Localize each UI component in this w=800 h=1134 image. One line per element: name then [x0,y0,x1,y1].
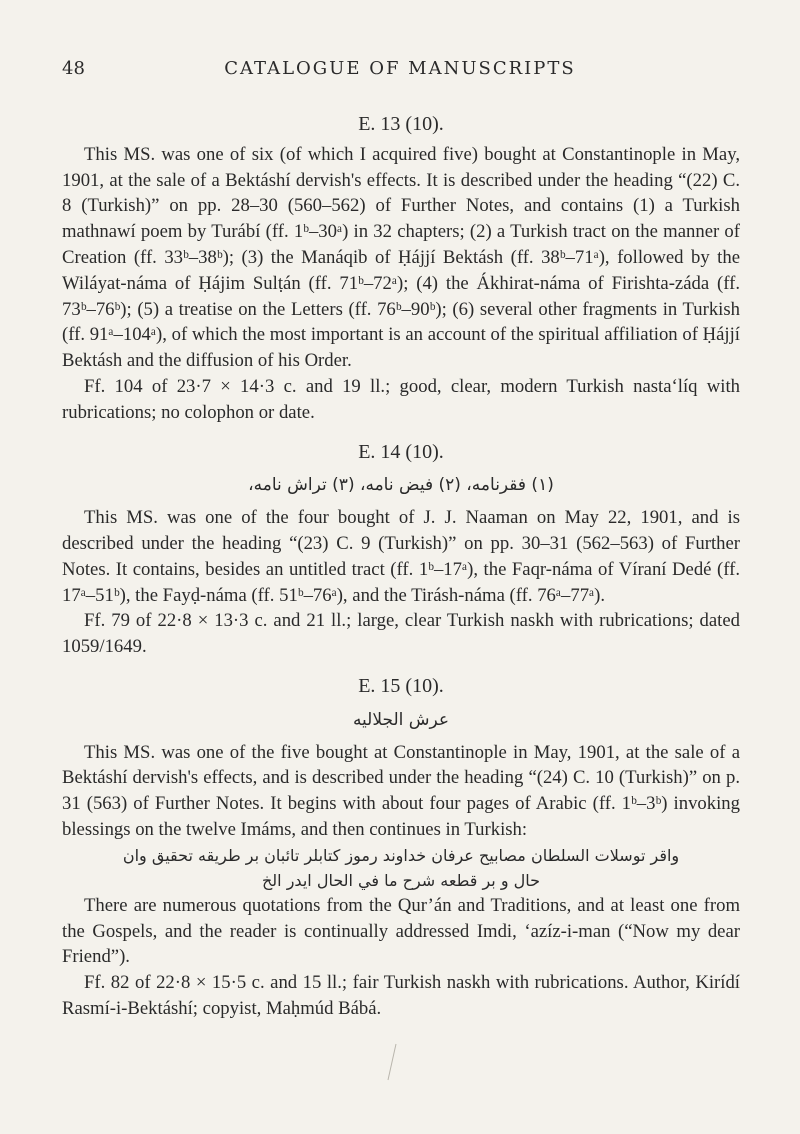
catalogue-content [62,112,740,1022]
entry-description: This MS. was one of six (of which I acquired five) bought at Constantinople in May, 1901, at the sale of a Bektáshí dervish's effects. It is described under the heading “(22) C. 8 (Turkish)” on pp. 28–30 (560–562) of Further Notes, and contains (1) a Turkish mathnawí poem by Turábí (ff. 1ᵇ–30ᵃ) in 32 chapters; (2) a Turkish tract on the manner of Creation (ff. 33ᵇ–38ᵇ); (3) the Manáqib of Ḥájjí Bektásh (ff. 38ᵇ–71ᵃ), followed by the Wiláyat-náma of Ḥájim Sulṭán (ff. 71ᵇ–72ᵃ); (4) the Ákhirat-náma of Firishta-záda (ff. 73ᵇ–76ᵇ); (5) a treatise on the Letters (ff. 76ᵇ–90ᵇ); (6) several other fragments in Turkish (ff. 91ᵃ–104ᵃ), of which the most important is an account of the spiritual affiliation of Ḥájjí Bektásh and the diffusion of his Order. [62,143,740,372]
entry-e14 [62,440,740,660]
entry-physical-description: Ff. 79 of 22·8 × 13·3 c. and 21 ll.; large, clear Turkish naskh with rubrications; dated 1059/1649. [62,610,740,658]
entry-heading: E. 13 (10). [358,113,444,135]
entry-e15 [62,674,740,1022]
arabic-quotation-line: حال و بر قطعه شرح ما في الحال ايدر الخ [261,870,541,890]
page-number: 48 [62,58,85,79]
pencil-mark [386,1042,398,1082]
entry-heading: E. 15 (10). [358,674,444,697]
entry-description: This MS. was one of the four bought of J. J. Naaman on May 22, 1901, and is described under the heading “(23) C. 9 (Turkish)” on pp. 30–31 (562–563) of Further Notes. It contains, besides an untitled tract (ff. 1ᵇ–17ᵃ), the Faqr-náma of Víraní Dedé (ff. 17ᵃ–51ᵇ), the Fayḍ-náma (ff. 51ᵇ–76ᵃ), and the Tirásh-náma (ff. 76ᵃ–77ᵃ). [62,507,740,606]
arabic-title: (١) فقرنامه، (٢) فيض نامه، (٣) تراش نامه، [248,475,554,496]
entry-physical-description: Ff. 82 of 22·8 × 15·5 c. and 15 ll.; fair Turkish naskh with rubrications. Author, Kirídí Rasmí-i-Bektáshí; copyist, Maḥmúd Bábá. [62,972,740,1019]
arabic-quotation-line: واقر توسلات السلطان مصابيح عرفان خداوند رموز کتابلر تائبان بر طريقه تحقيق وان [122,845,680,865]
arabic-title: عرش الجلاليه [352,709,450,730]
entry-notes: There are numerous quotations from the Qur’án and Traditions, and at least one from the Gospels, and the reader is continually addressed Imdi, ‘azíz-i-man (“Now my dear Friend”). [62,894,740,968]
entry-description: This MS. was one of the five bought at Constantinople in May, 1901, at the sale of a Bektáshí dervish's effects, and is described under the heading “(24) C. 10 (Turkish)” on p. 31 (563) of Further Notes. It begins with about four pages of Arabic (ff. 1ᵇ–3ᵇ) invoking blessings on the twelve Imáms, and then continues in Turkish: [62,741,740,840]
page-header [62,58,738,88]
running-title: CATALOGUE OF MANUSCRIPTS [224,58,576,79]
entry-e13 [62,112,740,426]
entry-heading: E. 14 (10). [358,440,444,463]
entry-physical-description: Ff. 104 of 23·7 × 14·3 c. and 19 ll.; good, clear, modern Turkish nasta‘líq with rubrications; no colophon or date. [62,375,740,423]
